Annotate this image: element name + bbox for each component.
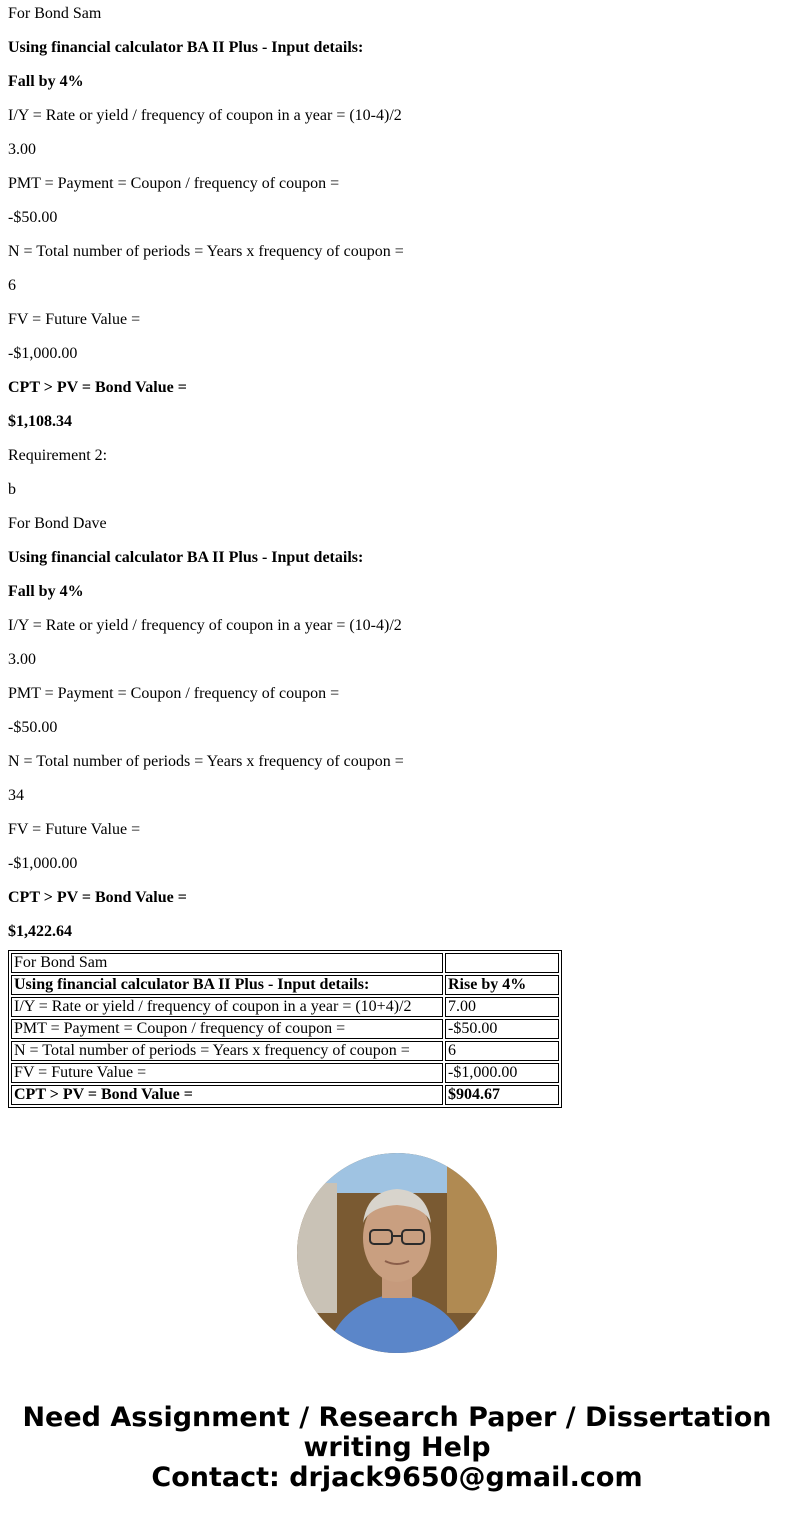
table-cell-value: $904.67 — [445, 1085, 559, 1105]
requirement-label: Requirement 2: — [8, 447, 108, 464]
sam-fall-pmt-label: PMT = Payment = Coupon / frequency of coupon = — [8, 175, 340, 192]
document-body — [8, 0, 778, 1108]
dave-fall-iy-value: 3.00 — [8, 651, 36, 668]
sam-fall-subheading: Using financial calculator BA II Plus - Input details: — [8, 39, 364, 56]
dave-fall-fv-label: FV = Future Value = — [8, 821, 141, 838]
dave-fall-scenario: Fall by 4% — [8, 583, 84, 600]
table-cell-label: N = Total number of periods = Years x frequency of coupon = — [11, 1041, 443, 1061]
table-row — [11, 1085, 559, 1105]
sam-fall-fv-value: -$1,000.00 — [8, 345, 78, 362]
sam-fall-pv-value: $1,108.34 — [8, 413, 72, 430]
sam-fall-n-value: 6 — [8, 277, 16, 294]
table-cell-label: I/Y = Rate or yield / frequency of coupon in a year = (10+4)/2 — [11, 997, 443, 1017]
dave-fall-iy-label: I/Y = Rate or yield / frequency of coupon in a year = (10-4)/2 — [8, 617, 402, 634]
dave-fall-pv-label: CPT > PV = Bond Value = — [8, 889, 187, 906]
table-row — [11, 1019, 559, 1039]
promo-contact: Contact: drjack9650@gmail.com — [151, 1462, 643, 1493]
sam-fall-scenario: Fall by 4% — [8, 73, 84, 90]
sam-fall-fv-label: FV = Future Value = — [8, 311, 141, 328]
person-photo-icon — [297, 1153, 497, 1353]
table-cell-label: CPT > PV = Bond Value = — [11, 1085, 443, 1105]
table-cell-label: Using financial calculator BA II Plus - Input details: — [11, 975, 443, 995]
sam-fall-pmt-value: -$50.00 — [8, 209, 58, 226]
sam-fall-pv-label: CPT > PV = Bond Value = — [8, 379, 187, 396]
promo-line-2: writing Help — [303, 1432, 491, 1463]
dave-fall-pmt-value: -$50.00 — [8, 719, 58, 736]
avatar — [297, 1153, 497, 1353]
table-row — [11, 1041, 559, 1061]
promo-banner — [0, 1403, 794, 1493]
table-cell-value: -$1,000.00 — [445, 1063, 559, 1083]
table-row — [11, 953, 559, 973]
table-row — [11, 1063, 559, 1083]
table-cell-label: FV = Future Value = — [11, 1063, 443, 1083]
dave-fall-subheading: Using financial calculator BA II Plus - Input details: — [8, 549, 364, 566]
dave-fall-n-label: N = Total number of periods = Years x frequency of coupon = — [8, 753, 404, 770]
table-row — [11, 975, 559, 995]
sam-fall-n-label: N = Total number of periods = Years x frequency of coupon = — [8, 243, 404, 260]
requirement-part: b — [8, 481, 16, 498]
table-cell-value: 7.00 — [445, 997, 559, 1017]
table-cell-label: PMT = Payment = Coupon / frequency of coupon = — [11, 1019, 443, 1039]
table-cell-value: Rise by 4% — [445, 975, 559, 995]
sam-rise-table — [8, 950, 562, 1108]
dave-fall-fv-value: -$1,000.00 — [8, 855, 78, 872]
table-row — [11, 997, 559, 1017]
sam-fall-iy-label: I/Y = Rate or yield / frequency of coupon in a year = (10-4)/2 — [8, 107, 402, 124]
table-cell-value: 6 — [445, 1041, 559, 1061]
table-cell-value — [445, 953, 559, 973]
dave-fall-pv-value: $1,422.64 — [8, 923, 72, 940]
dave-fall-heading: For Bond Dave — [8, 515, 107, 532]
dave-fall-n-value: 34 — [8, 787, 24, 804]
promo-line-1: Need Assignment / Research Paper / Dissertation — [22, 1402, 772, 1433]
table-cell-value: -$50.00 — [445, 1019, 559, 1039]
table-cell-label: For Bond Sam — [11, 953, 443, 973]
dave-fall-pmt-label: PMT = Payment = Coupon / frequency of coupon = — [8, 685, 340, 702]
sam-fall-iy-value: 3.00 — [8, 141, 36, 158]
sam-fall-heading: For Bond Sam — [8, 5, 102, 22]
